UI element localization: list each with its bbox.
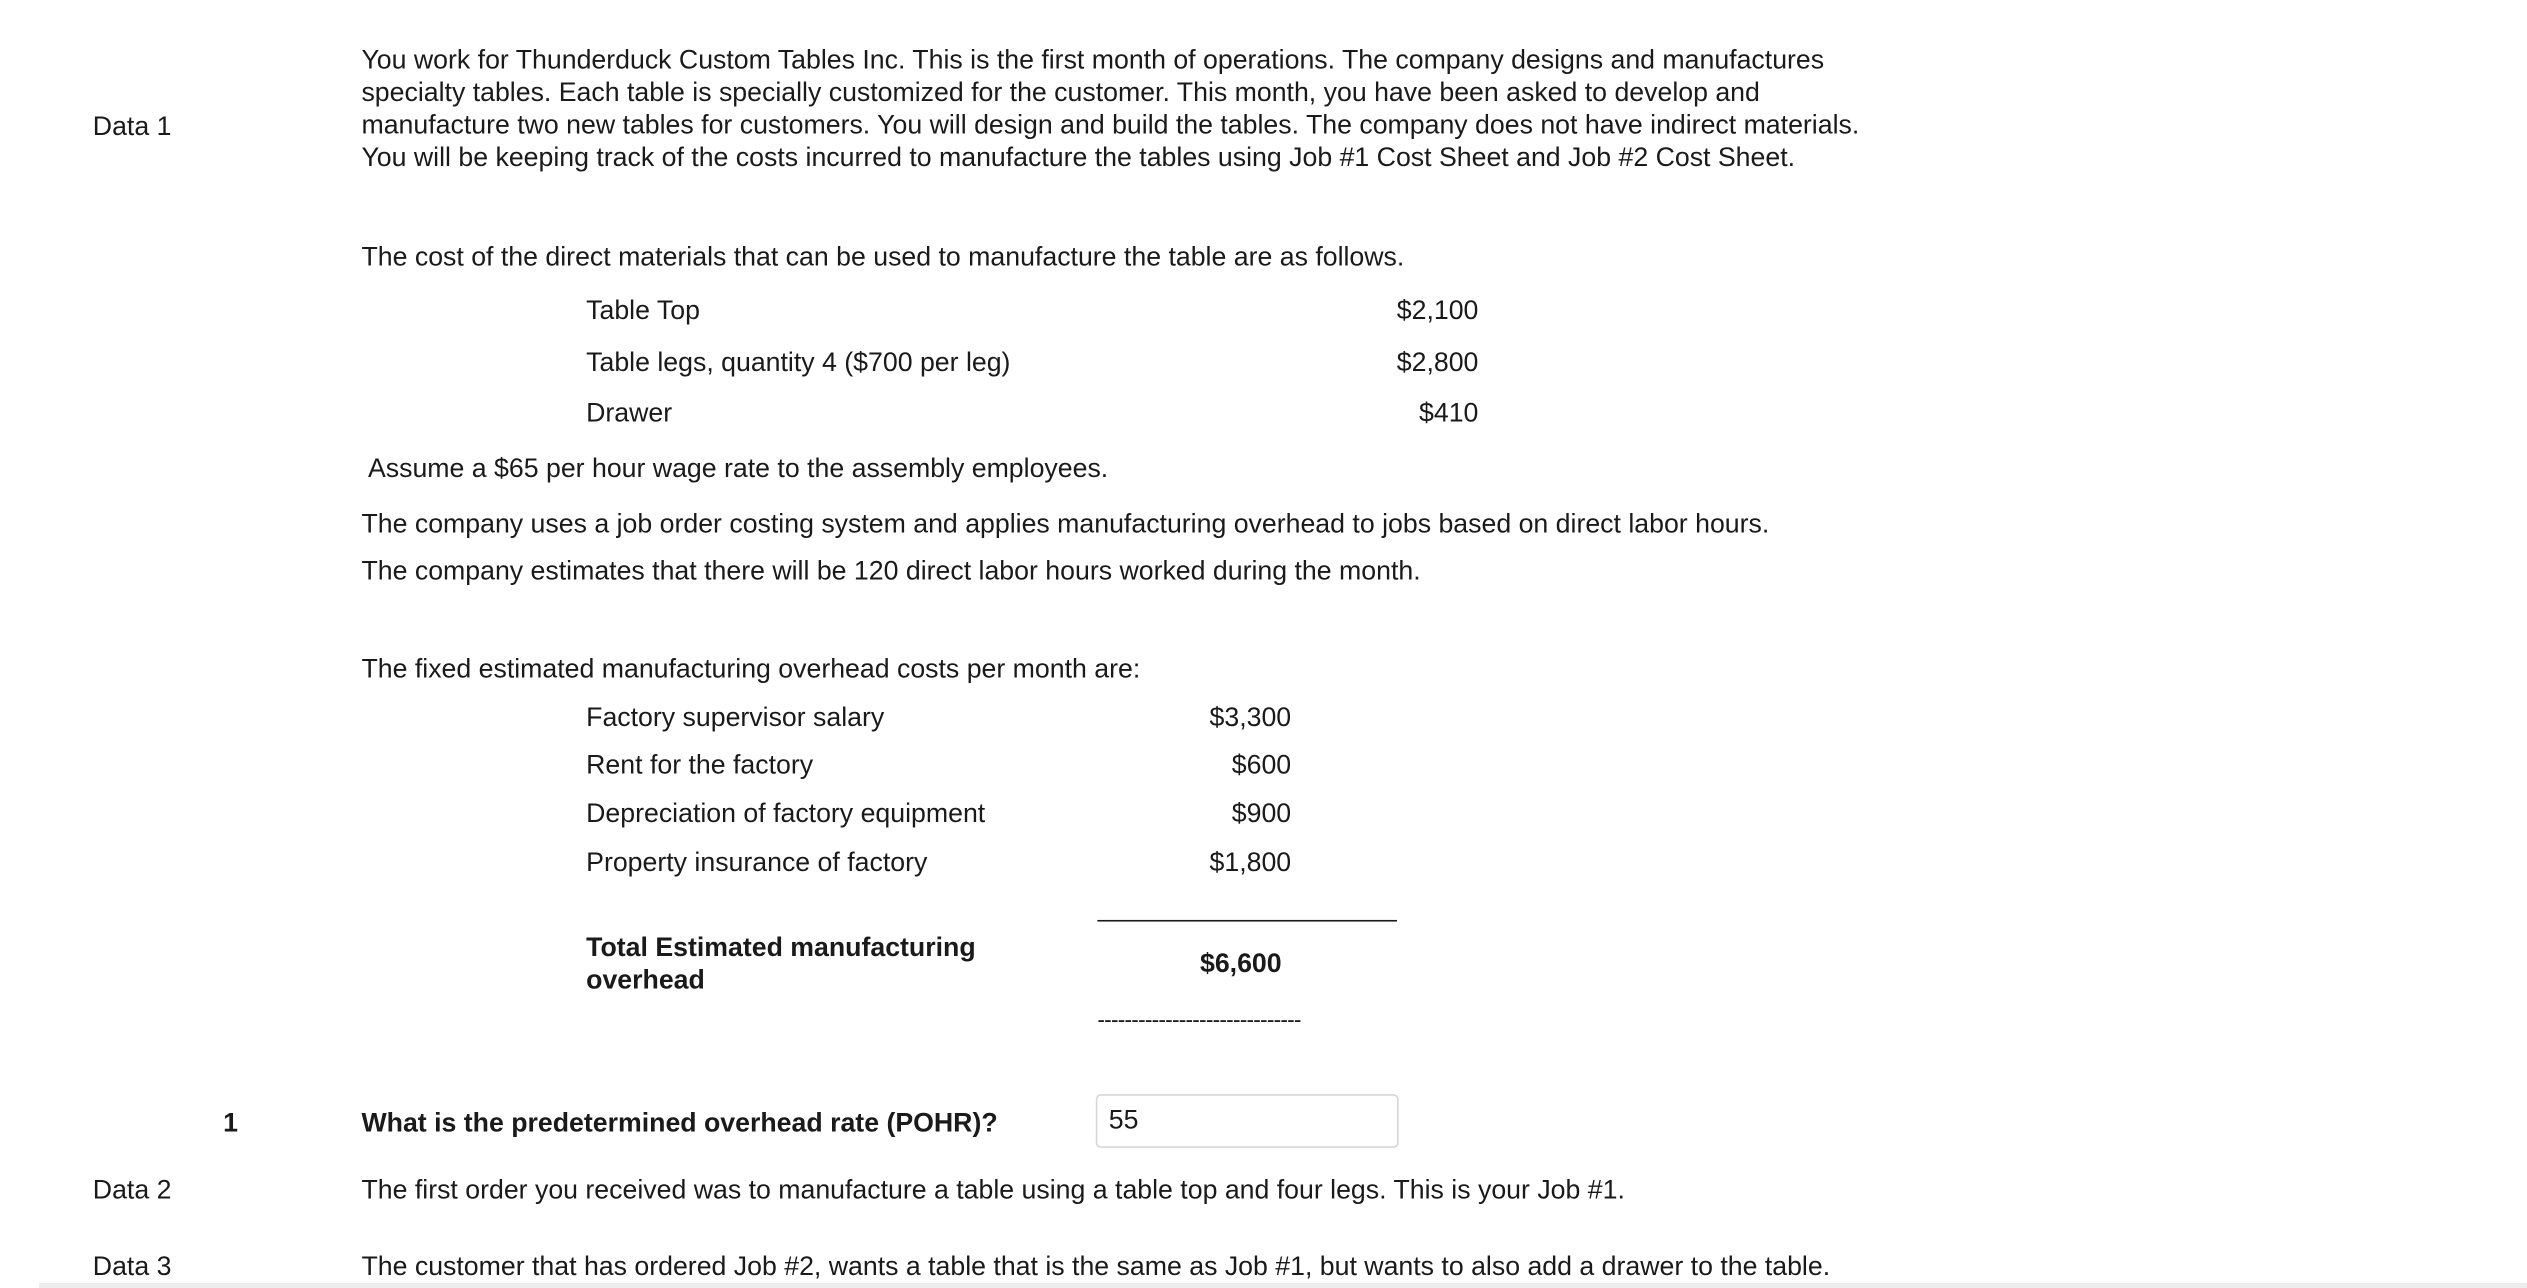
overhead-value-rent: $600 xyxy=(1231,750,1292,780)
labor-hours-estimate-text: The company estimates that there will be 120 direct labor hours worked during the month. xyxy=(361,556,1421,587)
total-underline xyxy=(1097,920,1397,922)
material-value-drawer: $410 xyxy=(1419,398,1479,429)
costing-system-text: The company uses a job order costing system and applies manufacturing overhead to jobs based on direct labor hours. xyxy=(361,509,1770,539)
materials-heading: The cost of the direct materials that can be used to manufacture the table are as follows. xyxy=(361,242,1405,272)
total-overhead-value: $6,600 xyxy=(1199,949,1282,979)
overhead-value-depreciation: $900 xyxy=(1231,799,1292,829)
overhead-value-insurance: $1,800 xyxy=(1209,848,1292,878)
wage-rate-text: Assume a $65 per hour wage rate to the assembly employees. xyxy=(367,454,1109,484)
material-name-table-legs: Table legs, quantity 4 ($700 per leg) xyxy=(586,348,1011,378)
overhead-name-supervisor: Factory supervisor salary xyxy=(586,703,885,733)
total-overhead-label-line1: Total Estimated manufacturing xyxy=(586,932,976,963)
material-name-drawer: Drawer xyxy=(586,398,673,429)
material-value-table-top: $2,100 xyxy=(1396,296,1479,326)
overhead-name-depreciation: Depreciation of factory equipment xyxy=(586,799,986,829)
job2-order-text: The customer that has ordered Job #2, wants a table that is the same as Job #1, but wants to also add a drawer to the table. xyxy=(361,1252,1831,1282)
overhead-value-supervisor: $3,300 xyxy=(1209,703,1292,733)
question-number: 1 xyxy=(223,1108,238,1139)
material-value-table-legs: $2,800 xyxy=(1396,348,1479,378)
overhead-heading: The fixed estimated manufacturing overhead costs per month are: xyxy=(361,654,1141,684)
total-dashed-rule: ------------------------------ xyxy=(1097,1006,1301,1033)
data1-label: Data 1 xyxy=(92,112,172,142)
data3-label: Data 3 xyxy=(92,1252,172,1282)
overhead-name-insurance: Property insurance of factory xyxy=(586,848,928,878)
intro-paragraph: You work for Thunderduck Custom Tables Inc. This is the first month of operations. The company designs and manufactures specialty tables. Each table is specially customized for the customer. This month, you have been asked to develop and manufacture two new tables for customers. You will design and build the tables. The company does not have indirect materials. You will be keeping track of the costs incurred to manufacture the tables using Job #1 Cost Sheet and Job #2 Cost Sheet. xyxy=(361,45,1860,173)
bottom-divider xyxy=(39,1283,2527,1288)
pohr-answer-input[interactable] xyxy=(1096,1094,1399,1148)
material-name-table-top: Table Top xyxy=(586,296,700,326)
overhead-name-rent: Rent for the factory xyxy=(586,750,814,780)
total-overhead-label-line2: overhead xyxy=(586,965,705,995)
job1-order-text: The first order you received was to manufacture a table using a table top and four legs. This is your Job #1. xyxy=(361,1175,1625,1205)
question-pohr-text: What is the predetermined overhead rate (POHR)? xyxy=(361,1108,998,1139)
data2-label: Data 2 xyxy=(92,1175,172,1205)
